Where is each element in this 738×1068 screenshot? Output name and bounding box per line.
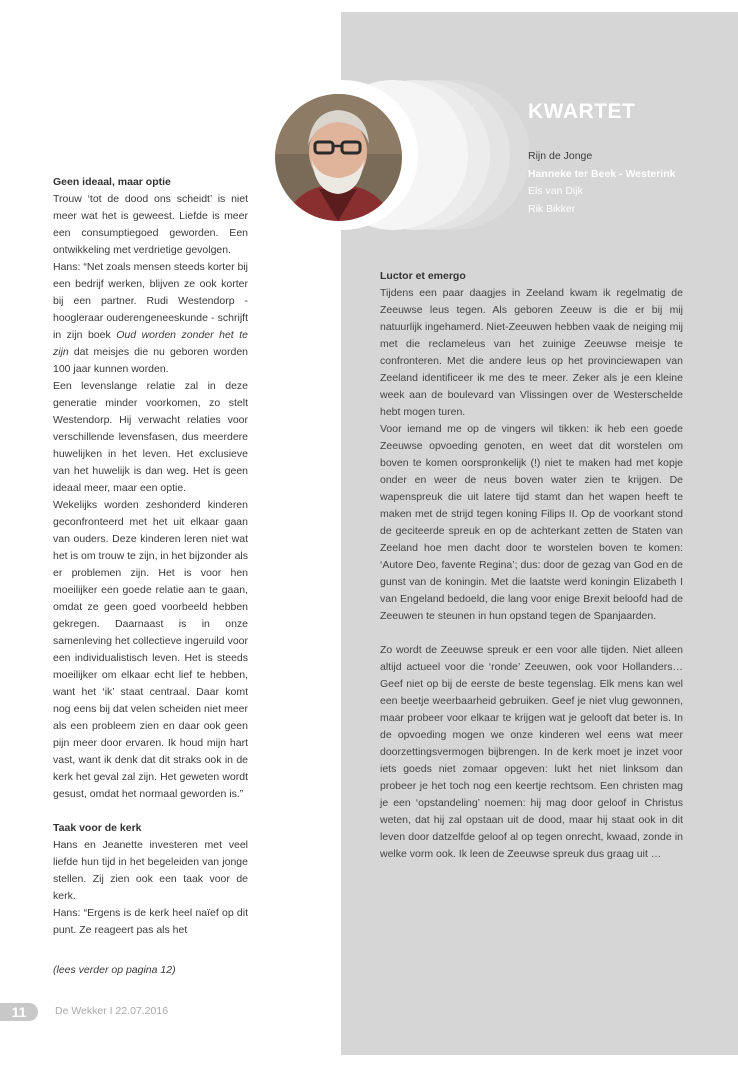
quartet-name: Rijn de Jonge <box>528 150 593 162</box>
quartet-name: Els van Dijk <box>528 185 583 197</box>
book-title: Oud worden zonder het te zijn <box>53 329 248 358</box>
page-number: 11 <box>0 1003 38 1021</box>
continue-note: (lees verder op pagina 12) <box>53 964 176 976</box>
paragraph: Hans: “Net zoals mensen steeds korter bij een bedrijf werken, blijven ze ook korter bij een partner. Rudi Westendorp - hoogleraar ouderengeneeskunde - schrijft in zijn boek Oud worden zonder het te zijn dat meisjes die nu geboren worden 100 jaar kunnen worden. <box>53 261 248 375</box>
right-column <box>380 268 683 863</box>
footer-text: De Wekker I 22.07.2016 <box>55 1005 169 1017</box>
section-heading: Luctor et emergo <box>380 270 466 282</box>
paragraph: Tijdens een paar daagjes in Zeeland kwam ik regelmatig de Zeeuwse leus tegen. Als geboren Zeeuw is die er bij mij natuurlijk ingehamerd. Niet-Zeeuwen hebben vaak de neiging mij met die reclameleus van het zuinige Zeeuwse meisje te confronteren. Met die andere leus op het provinciewapen van Zeeland identificeer ik me des te meer. Zeker als je een kleine week aan de boulevard van Vlissingen over de Westerschelde hebt mogen turen. <box>380 287 683 418</box>
left-column <box>53 174 248 939</box>
section-heading: Geen ideaal, maar optie <box>53 176 171 188</box>
quartet-name: Rik Bikker <box>528 202 576 215</box>
paragraph: Wekelijks worden zeshonderd kinderen geconfronteerd met het uit elkaar gaan van ouders. Deze kinderen leren niet wat het is om trouw te zijn, in het bijzonder als er problemen zijn. Het is voor hen moeilijker een goede relatie aan te gaan, omdat ze geen goed voorbeeld hebben gekregen. Daarnaast is in onze samenleving het collectieve ingeruild voor een individualistisch leven. Het is steeds moeilijker om elkaar echt lief te hebben, want het ‘ik’ staat centraal. Daar komt nog eens bij dat velen scheiden niet meer als een probleem zien en daar ook geen pijn meer door ervaren. Ik houd mijn hart vast, want ik denk dat dit straks ook in de kerk het geval zal zijn. Het geweten wordt gesust, omdat het normaal geworden is.” <box>53 499 248 800</box>
paragraph: Hans en Jeanette investeren met veel liefde hun tijd in het begeleiden van jonge stellen. Zij zien ook een taak voor de kerk. <box>53 839 248 902</box>
quartet-name-active: Hanneke ter Beek - Westerink <box>528 167 676 180</box>
author-photo <box>275 94 402 221</box>
paragraph: Voor iemand me op de vingers wil tikken: ik heb een goede Zeeuwse opvoeding genoten, en weet dat dit worstelen om boven te komen oorspronkelijk (!) niet te maken had met kopje onder en weer de neus boven water zien te krijgen. De wapenspreuk die uit latere tijd stamt dan het wapen heeft te maken met de strijd tegen koning Filips II. Op de voorkant stond de geciteerde spreuk en op de achterkant zetten de Staten van Zeeland hoe men dacht door te worstelen boven te komen: ‘Autore Deo, favente Regina’; dus: door de gezag van God en de gunst van de koningin. Met die laatste werd koningin Elizabeth I van Engeland bedoeld, die lang voor enige Brexit beloofd had de Zeeuwen te steunen in hun opstand tegen de Spanjaarden. <box>380 423 683 622</box>
paragraph: Een levenslange relatie zal in deze generatie minder voorkomen, zo stelt Westendorp. Hij verwacht relaties voor verschillende levensfasen, dus meerdere huwelijken in het leven. Het exclusieve van het huwelijk is dan weg. Het is geen ideaal meer, maar een optie. <box>53 380 248 494</box>
paragraph: Zo wordt de Zeeuwse spreuk er een voor alle tijden. Niet alleen altijd actueel voor die ‘ronde’ Zeeuwen, ook voor Hollanders… Geef niet op bij de eerste de beste tegenslag. Elk mens kan wel een beetje weerbaarheid gebruiken. Geef je niet vlug gewonnen, maar probeer voor elkaar te krijgen wat je gelooft dat beter is. In de opvoeding mogen we onze kinderen wel eens wat meer doorzettingsvermogen bijbrengen. In de kerk moet je inzet voor iets goeds niet zomaar opgeven: lukt het niet linksom dan probeer je het toch nog een keertje rechtsom. Een christen mag je een ‘opstandeling’ noemen: hij mag door geloof in Christus weten, dat hij zal opstaan uit de dood, maar hij staat ook in dit leven door datzelfde geloof al op tegen onrecht, kwaad, zonde in welke vorm ook. Ik leen de Zeeuwse spreuk dus graag uit … <box>380 644 683 860</box>
quartet-box <box>528 100 728 218</box>
quartet-title: KWARTET <box>528 100 636 123</box>
section-heading: Taak voor de kerk <box>53 822 142 834</box>
paragraph: Hans: “Ergens is de kerk heel naïef op dit punt. Ze reageert pas als het <box>53 907 248 936</box>
paragraph: Trouw ‘tot de dood ons scheidt’ is niet meer wat het is geweest. Liefde is meer een consumptiegoed geworden. Een ontwikkeling met verdrietige gevolgen. <box>53 193 248 256</box>
